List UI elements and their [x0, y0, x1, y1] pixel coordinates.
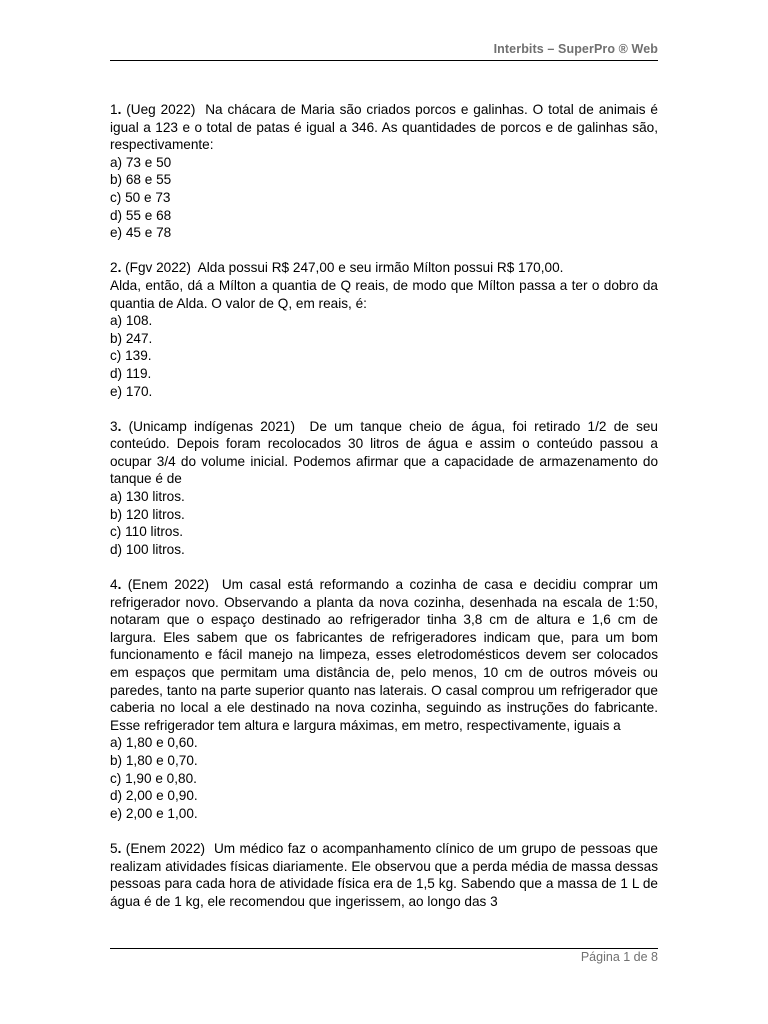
option-e: e) 170. [110, 383, 153, 399]
question-5-source: (Enem 2022) [125, 840, 206, 856]
question-1-source: (Ueg 2022) [126, 102, 196, 117]
question-1-text: Na chácara de Maria são criados porcos e galinhas. O total de animais é igual a 123 e o total de patas é igual a 346. As quantidades de porcos e de galinhas são, respectivamente: [110, 102, 658, 153]
footer-divider [110, 948, 658, 949]
option-a: a) 1,80 e 0,60. [110, 735, 198, 751]
option-c: c) 50 e 73 [110, 189, 171, 205]
header-title: Interbits – SuperPro ® Web [493, 42, 658, 56]
question-1-options [110, 154, 658, 242]
page-number: Página 1 de 8 [580, 950, 658, 964]
question-2-text: Alda possui R$ 247,00 e seu irmão Mílton possui R$ 170,00. [197, 260, 564, 276]
question-3-source: (Unicamp indígenas 2021) [128, 418, 296, 434]
question-4 [110, 576, 658, 822]
question-1-stem: 1. (Ueg 2022) Na chácara de Maria são criados porcos e galinhas. O total de animais é igual a 123 e o total de patas é igual a 346. As quantidades de porcos e de galinhas são, respectivamente: [110, 102, 658, 153]
question-3 [110, 418, 658, 559]
header-divider [110, 60, 658, 61]
option-c: c) 110 litros. [110, 524, 184, 540]
question-2-source: (Fgv 2022) [125, 260, 191, 276]
question-2-number: 2 [110, 260, 118, 276]
option-d: d) 100 litros. [110, 541, 185, 557]
question-5 [110, 840, 658, 910]
document-footer [110, 950, 658, 964]
question-3-number: 3 [110, 418, 118, 434]
document-header [110, 42, 658, 60]
option-c: c) 139. [110, 348, 152, 364]
question-3-options [110, 488, 658, 558]
question-3-text: De um tanque cheio de água, foi retirado 1/2 de seu conteúdo. Depois foram recolocados 30 litros de água e assim o conteúdo passou a ocupar 3/4 do volume inicial. Podemos afirmar que a capacidade de armazenamento do tanque é de [110, 418, 658, 487]
question-1 [110, 101, 658, 242]
question-2-options [110, 312, 658, 400]
option-a: a) 73 e 50 [110, 154, 172, 170]
question-5-text: Um médico faz o acompanhamento clínico de um grupo de pessoas que realizam atividades físicas diariamente. Ele observou que a perda média de massa dessas pessoas para cada hora de atividade física era de 1,5 kg. Sabendo que a massa de 1 L de água é de 1 kg, ele recomendou que ingerissem, ao longo das 3 [110, 840, 658, 909]
option-e: e) 2,00 e 1,00. [110, 805, 198, 821]
option-b: b) 68 e 55 [110, 172, 172, 188]
question-5-number: 5 [110, 840, 118, 856]
question-4-source: (Enem 2022) [127, 577, 209, 593]
question-1-number: 1 [110, 102, 118, 117]
option-a: a) 108. [110, 313, 153, 329]
document-body [110, 101, 658, 928]
option-e: e) 45 e 78 [110, 225, 172, 241]
option-b: b) 247. [110, 330, 153, 346]
option-a: a) 130 litros. [110, 489, 185, 505]
question-4-options [110, 734, 658, 822]
option-b: b) 1,80 e 0,70. [110, 752, 198, 768]
question-5-stem: 5. (Enem 2022) Um médico faz o acompanhamento clínico de um grupo de pessoas que realizam atividades físicas diariamente. Ele observou que a perda média de massa dessas pessoas para cada hora de atividade física era de 1,5 kg. Sabendo que a massa de 1 L de água é de 1 kg, ele recomendou que ingerissem, ao longo das 3 [110, 840, 658, 909]
question-2-stem: 2. (Fgv 2022) Alda possui R$ 247,00 e seu irmão Mílton possui R$ 170,00. [110, 260, 564, 276]
question-4-number: 4 [110, 577, 118, 593]
option-d: d) 55 e 68 [110, 207, 172, 223]
option-c: c) 1,90 e 0,80. [110, 770, 197, 786]
option-b: b) 120 litros. [110, 506, 185, 522]
option-d: d) 119. [110, 365, 152, 381]
question-2 [110, 259, 658, 400]
question-2-text-continued: Alda, então, dá a Mílton a quantia de Q reais, de modo que Mílton passa a ter o dobro da quantia de Alda. O valor de Q, em reais, é: [110, 277, 658, 311]
question-3-stem: 3. (Unicamp indígenas 2021) De um tanque cheio de água, foi retirado 1/2 de seu conteúdo. Depois foram recolocados 30 litros de água e assim o conteúdo passou a ocupar 3/4 do volume inicial. Podemos afirmar que a capacidade de armazenamento do tanque é de [110, 418, 658, 487]
question-4-stem: 4. (Enem 2022) Um casal está reformando a cozinha de casa e decidiu comprar um refrigerador novo. Observando a planta da nova cozinha, desenhada na escala de 1:50, notaram que o espaço destinado ao refrigerador tinha 3,8 cm de altura e 1,6 cm de largura. Eles sabem que os fabricantes de refrigeradores indicam que, para um bom funcionamento e fácil manejo na limpeza, esses eletrodomésticos devem ser colocados em espaços que permitam uma distância de, pelo menos, 10 cm de outros móveis ou paredes, tanto na parte superior quanto nas laterais. O casal comprou um refrigerador que caberia no local a ele destinado na nova cozinha, seguindo as instruções do fabricante. Esse refrigerador tem altura e largura máximas, em metro, respectivamente, iguais a [110, 577, 658, 733]
question-4-text: Um casal está reformando a cozinha de casa e decidiu comprar um refrigerador novo. Observando a planta da nova cozinha, desenhada na escala de 1:50, notaram que o espaço destinado ao refrigerador tinha 3,8 cm de altura e 1,6 cm de largura. Eles sabem que os fabricantes de refrigeradores indicam que, para um bom funcionamento e fácil manejo na limpeza, esses eletrodomésticos devem ser colocados em espaços que permitam uma distância de, pelo menos, 10 cm de outros móveis ou paredes, tanto na parte superior quanto nas laterais. O casal comprou um refrigerador que caberia no local a ele destinado na nova cozinha, seguindo as instruções do fabricante. Esse refrigerador tem altura e largura máximas, em metro, respectivamente, iguais a [110, 577, 658, 733]
option-d: d) 2,00 e 0,90. [110, 788, 198, 804]
